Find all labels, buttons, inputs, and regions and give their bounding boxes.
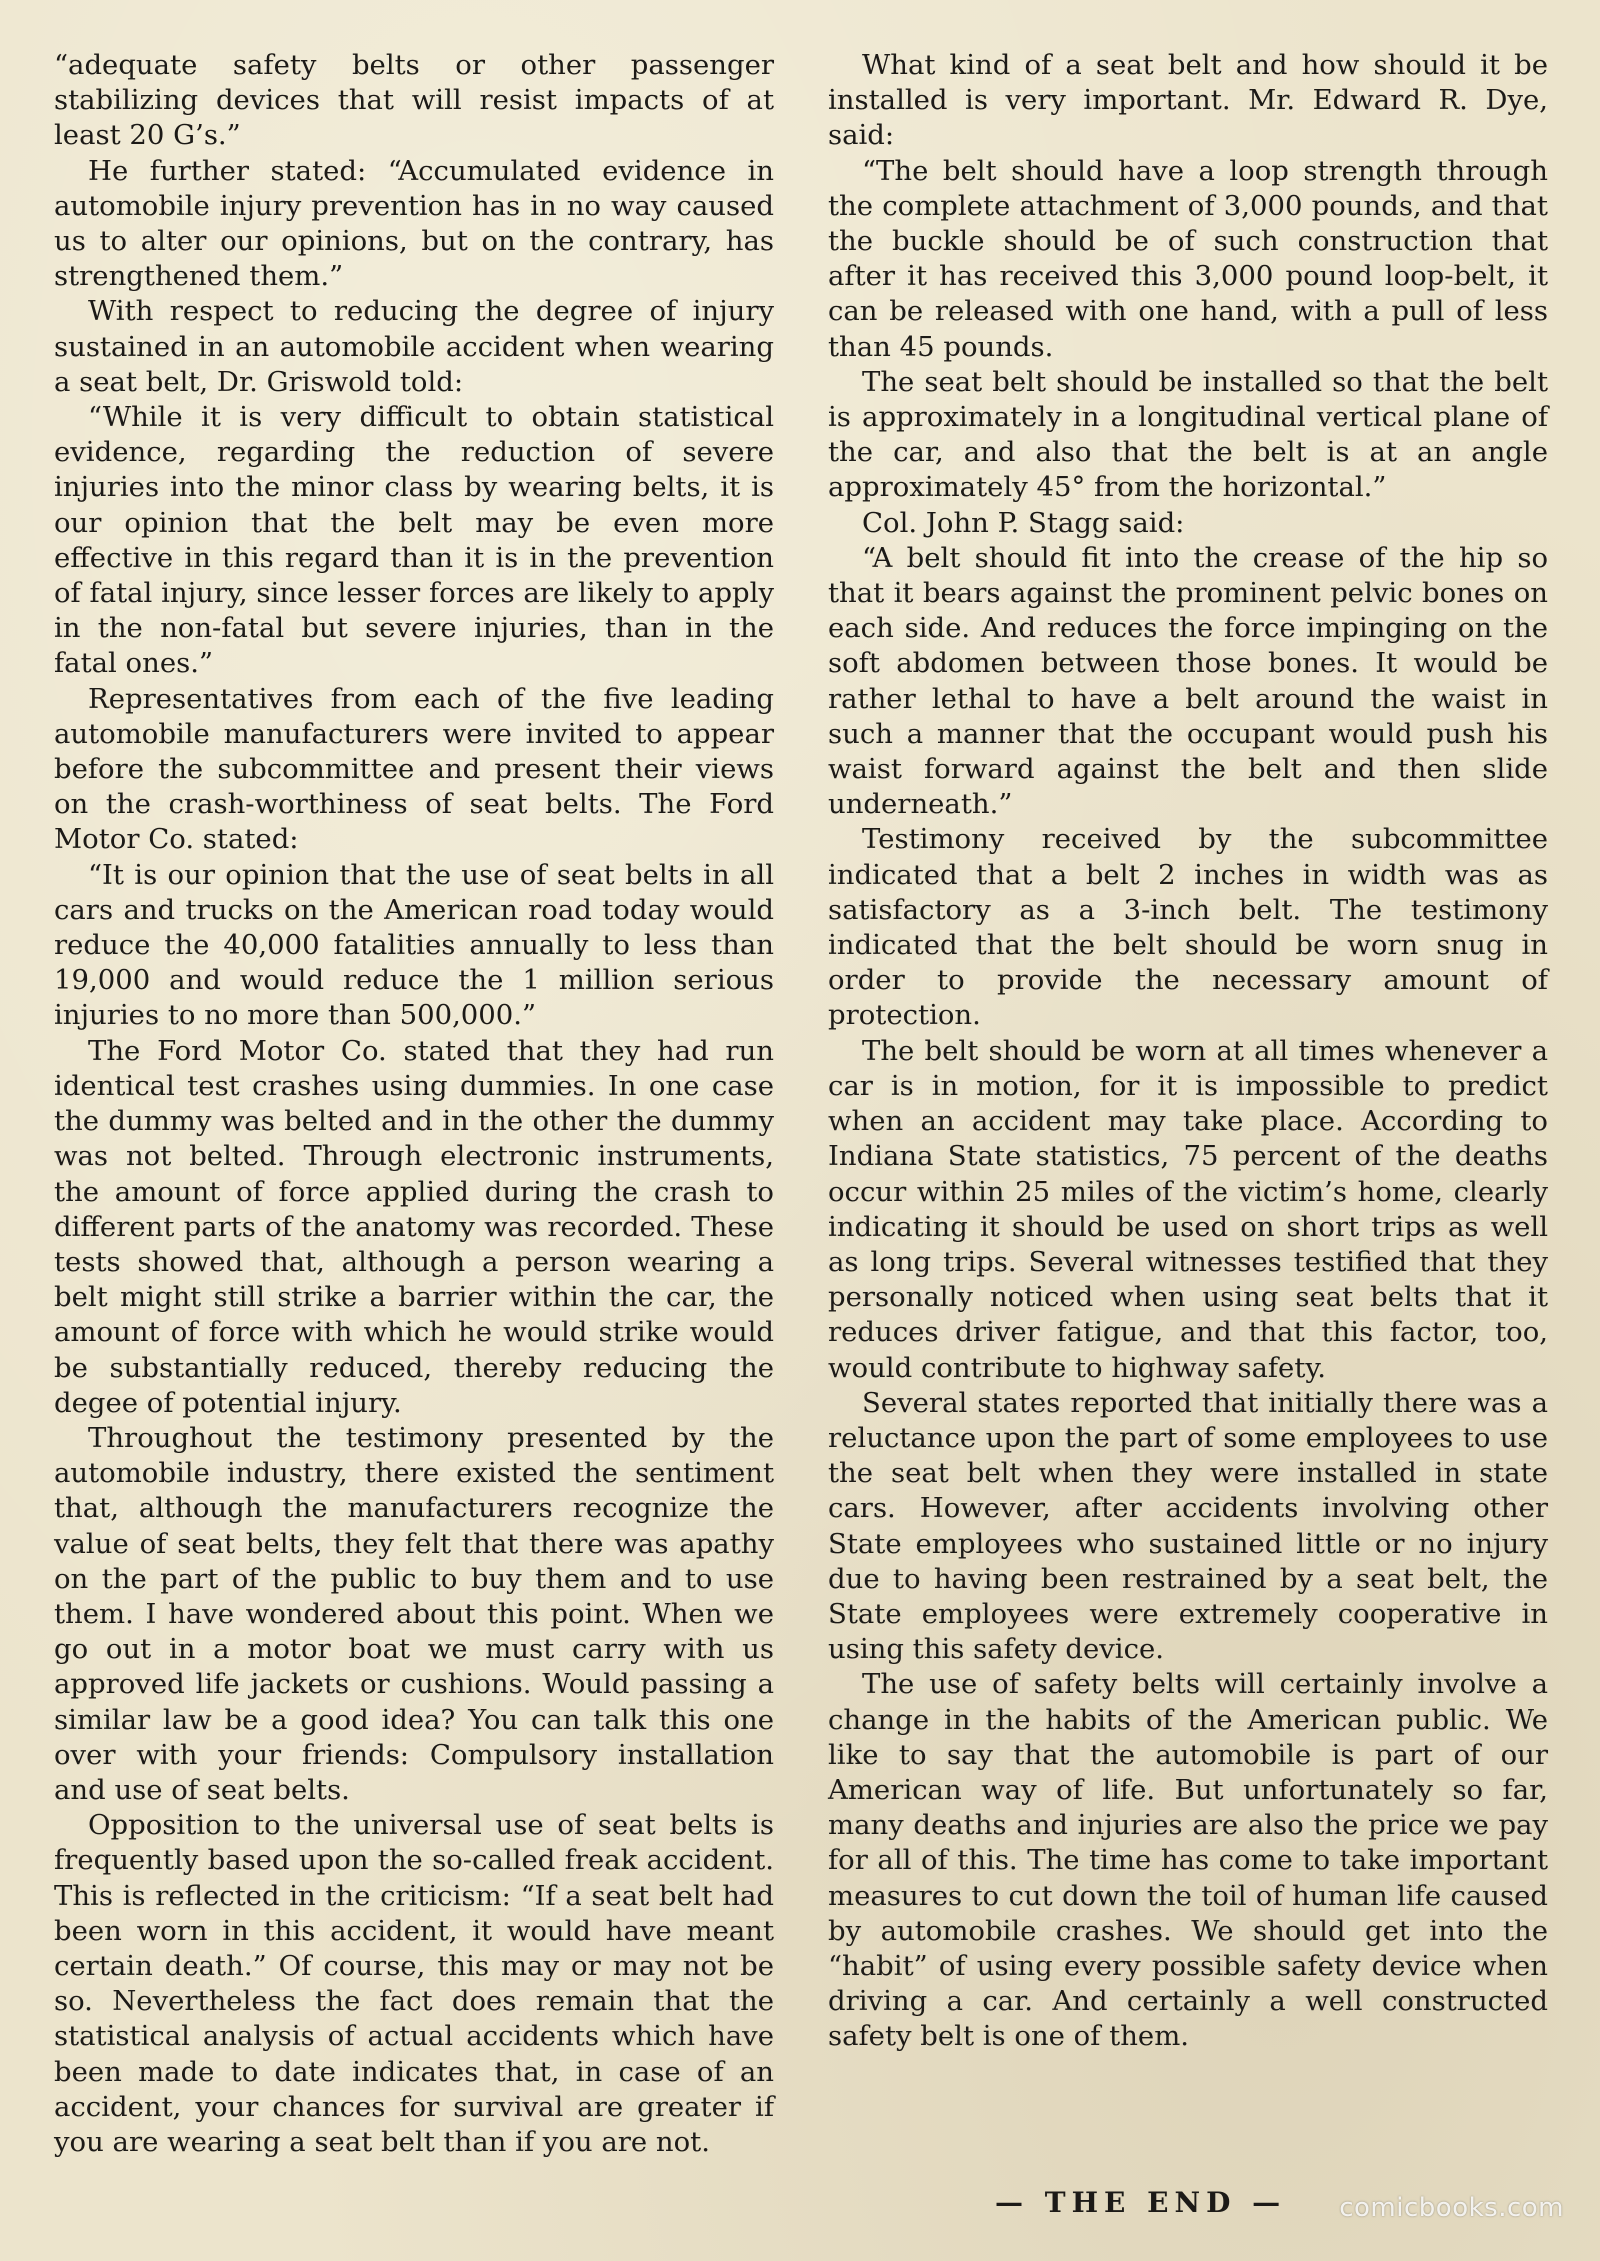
paragraph: “adequate safety belts or other passenger stabilizing devices that will resist impacts of at least 20 G’s.” xyxy=(54,49,774,152)
paragraph: Throughout the testimony presented by the automobile industry, there existed the sentiment that, although the manufacturers recognize the value of seat belts, they felt that there was apathy on the part of the public to buy them and to use them. I have wondered about this point. When we go out in a motor boat we must carry with us approved life jackets or cushions. Would passing a similar law be a good idea? You can talk this one over with your friends: Compulsory installation and use of seat belts. xyxy=(54,1421,774,1806)
paragraph: Representatives from each of the five leading automobile manufacturers were invited to appear before the subcommittee and present their views on the crash-worthiness of seat belts. The Ford Motor Co. stated: xyxy=(54,682,774,856)
paragraph: The seat belt should be installed so that the belt is approximately in a longitudinal vertical plane of the car, and also that the belt is at an angle approximately 45° from the horizontal.” xyxy=(828,365,1548,504)
paragraph: “The belt should have a loop strength through the complete attachment of 3,000 pounds, and that the buckle should be of such construction that after it has received this 3,000 pound loop-belt, it can be released with one hand, with a pull of less than 45 pounds. xyxy=(828,154,1548,363)
paragraph: With respect to reducing the degree of injury sustained in an automobile accident when wearing a seat belt, Dr. Griswold told: xyxy=(54,295,774,398)
paragraph: “It is our opinion that the use of seat belts in all cars and trucks on the American road today would reduce the 40,000 fatalities annually to less than 19,000 and would reduce the 1 million serious injuries to no more than 500,000.” xyxy=(54,858,774,1032)
paragraph: What kind of a seat belt and how should it be installed is very important. Mr. Edward R. Dye, said: xyxy=(828,49,1548,152)
left-column xyxy=(54,48,774,2160)
paragraph: Col. John P. Stagg said: xyxy=(862,506,1185,539)
paragraph: He further stated: “Accumulated evidence in automobile injury prevention has in no way caused us to alter our opinions, but on the contrary, has strengthened them.” xyxy=(54,154,774,293)
paragraph: Testimony received by the subcommittee indicated that a belt 2 inches in width was as satisfactory as a 3-inch belt. The testimony indicated that the belt should be worn snug in order to provide the necessary amount of protection. xyxy=(828,823,1548,1032)
right-column xyxy=(828,48,1548,2055)
paragraph: The belt should be worn at all times whenever a car is in motion, for it is impossible to predict when an accident may take place. According to Indiana State statistics, 75 percent of the deaths occur within 25 miles of the victim’s home, clearly indicating it should be used on short trips as well as long trips. Several witnesses testified that they personally noticed when using seat belts that it reduces driver fatigue, and that this factor, too, would contribute to highway safety. xyxy=(828,1034,1548,1384)
watermark: comicbooks.com xyxy=(1339,2193,1564,2223)
paragraph: The use of safety belts will certainly involve a change in the habits of the American public. We like to say that the automobile is part of our American way of life. But unfortunately so far, many deaths and injuries are also the price we pay for all of this. The time has come to take important measures to cut down the toil of human life caused by automobile crashes. We should get into the “habit” of using every possible safety device when driving a car. And certainly a well constructed safety belt is one of them. xyxy=(828,1668,1548,2053)
paragraph: The Ford Motor Co. stated that they had run identical test crashes using dummies. In one case the dummy was belted and in the other the dummy was not belted. Through electronic instruments, the amount of force applied during the crash to different parts of the anatomy was recorded. These tests showed that, although a person wearing a belt might still strike a barrier within the car, the amount of force with which he would strike would be substantially reduced, thereby reducing the degee of potential injury. xyxy=(54,1034,774,1419)
the-end-mark: — THE END — xyxy=(995,2186,1287,2219)
paragraph: Several states reported that initially there was a reluctance upon the part of some employees to use the seat belt when they were installed in state cars. However, after accidents involving other State employees who sustained little or no injury due to having been restrained by a seat belt, the State employees were extremely cooperative in using this safety device. xyxy=(828,1386,1548,1666)
paragraph: “A belt should fit into the crease of the hip so that it bears against the prominent pelvic bones on each side. And reduces the force impinging on the soft abdomen between those bones. It would be rather lethal to have a belt around the waist in such a manner that the occupant would push his waist forward against the belt and then slide underneath.” xyxy=(828,541,1548,821)
paragraph: Opposition to the universal use of seat belts is frequently based upon the so-called freak accident. This is reflected in the criticism: “If a seat belt had been worn in this accident, it would have meant certain death.” Of course, this may or may not be so. Nevertheless the fact does remain that the statistical analysis of actual accidents which have been made to date indicates that, in case of an accident, your chances for survival are greater if you are wearing a seat belt than if you are not. xyxy=(54,1809,774,2158)
paragraph: “While it is very difficult to obtain statistical evidence, regarding the reduction of severe injuries into the minor class by wearing belts, it is our opinion that the belt may be even more effective in this regard than it is in the prevention of fatal injury, since lesser forces are likely to apply in the non-fatal but severe injuries, than in the fatal ones.” xyxy=(54,401,774,680)
